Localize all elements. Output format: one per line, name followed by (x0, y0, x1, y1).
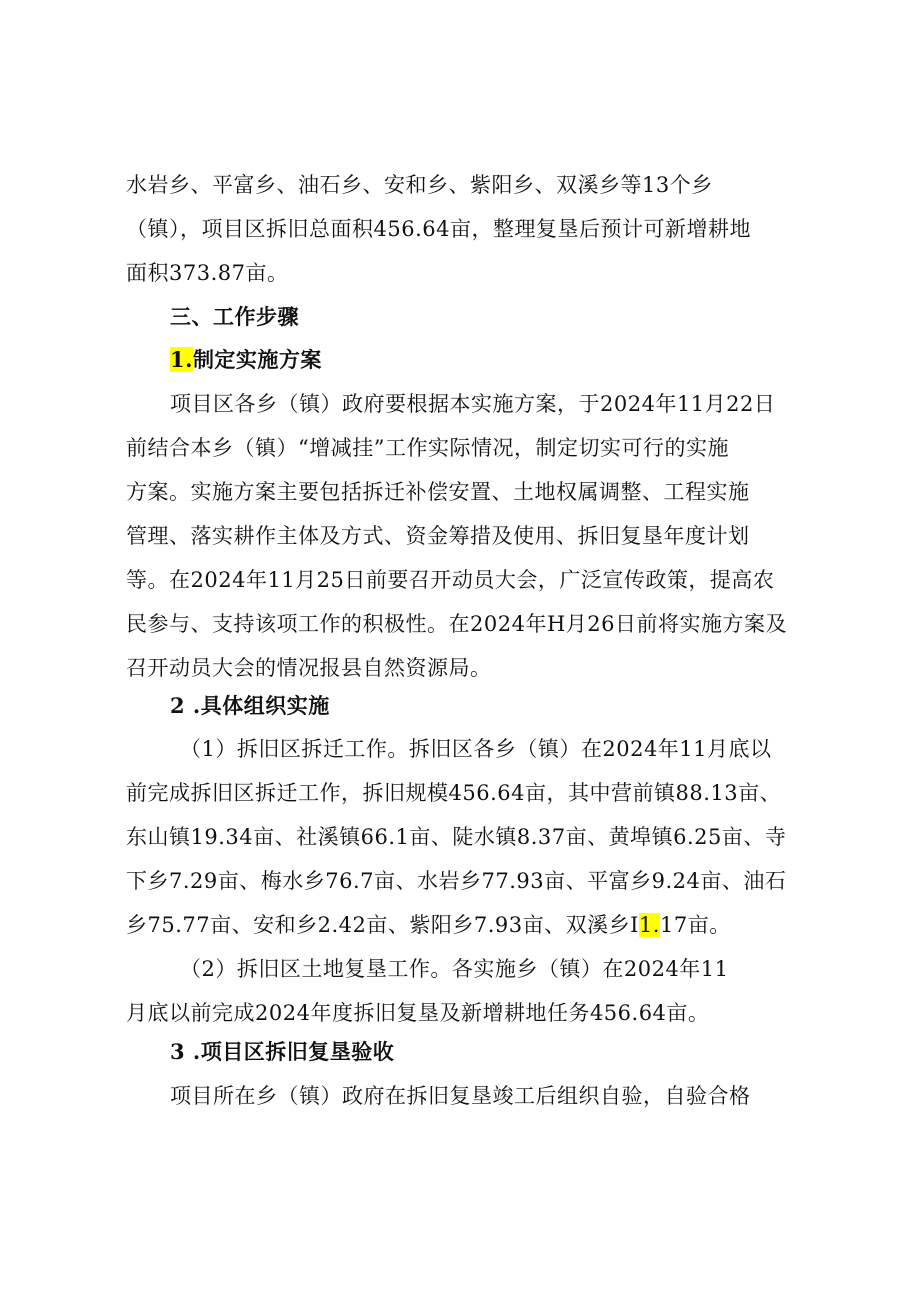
body-text-line: 召开动员大会的情况报县自然资源局。 (126, 656, 492, 680)
body-text-line (126, 910, 806, 940)
body-text-line: （2）拆旧区土地复垦工作。各实施乡（镇）在2024年11 (180, 957, 729, 981)
step3-heading: 3 .项目区拆旧复垦验收 (170, 1039, 395, 1064)
body-text-line: 等。在2024年11月25日前要召开动员大会，广泛宣传政策，提高农 (126, 568, 775, 592)
body-text-line: 项目所在乡（镇）政府在拆旧复垦竣工后组织自验，自验合格 (170, 1084, 751, 1108)
body-text-line: 月底以前完成2024年度拆旧复垦及新增耕地任务456.64亩。 (126, 1001, 710, 1025)
highlighted-text: 1. (638, 913, 660, 937)
step1-title: 制定实施方案 (192, 347, 322, 372)
step1-heading (170, 345, 810, 375)
body-text-line: 前结合本乡（镇）“增减挂”工作实际情况，制定切实可行的实施 (126, 436, 729, 460)
body-text-line: 民参与、支持该项工作的积极性。在2024年H月26日前将实施方案及 (126, 612, 787, 636)
body-text-line: 东山镇19.34亩、社溪镇66.1亩、陡水镇8.37亩、黄埠镇6.25亩、寺 (126, 825, 787, 849)
body-text-line: （1）拆旧区拆迁工作。拆旧区各乡（镇）在2024年11月底以 (180, 737, 772, 761)
body-text-line: 管理、落实耕作主体及方式、资金筹措及使用、拆旧复垦年度计划 (126, 524, 750, 548)
step2-heading: 2 .具体组织实施 (170, 693, 330, 718)
body-text-line: 方案。实施方案主要包括拆迁补偿安置、土地权属调整、工程实施 (126, 480, 750, 504)
text-segment: 17亩。 (659, 913, 731, 937)
section-heading: 三、工作步骤 (170, 304, 299, 329)
text-segment: 乡75.77亩、安和乡2.42亩、紫阳乡7.93亩、双溪乡I (126, 913, 639, 937)
body-text-line: 项目区各乡（镇）政府要根据本实施方案，于2024年11月22日 (170, 392, 776, 416)
body-text-line: 前完成拆旧区拆迁工作，拆旧规模456.64亩，其中营前镇88.13亩、 (126, 781, 782, 805)
highlighted-step-number: 1. (170, 347, 193, 372)
body-text-line: 下乡7.29亩、梅水乡76.7亩、水岩乡77.93亩、平富乡9.24亩、油石 (126, 869, 787, 893)
body-text-line: 面积373.87亩。 (126, 261, 289, 285)
body-text-line: 水岩乡、平富乡、油石乡、安和乡、紫阳乡、双溪乡等13个乡 (126, 173, 713, 197)
body-text-line: （镇），项目区拆旧总面积456.64亩，整理复垦后预计可新增耕地 (126, 217, 751, 241)
